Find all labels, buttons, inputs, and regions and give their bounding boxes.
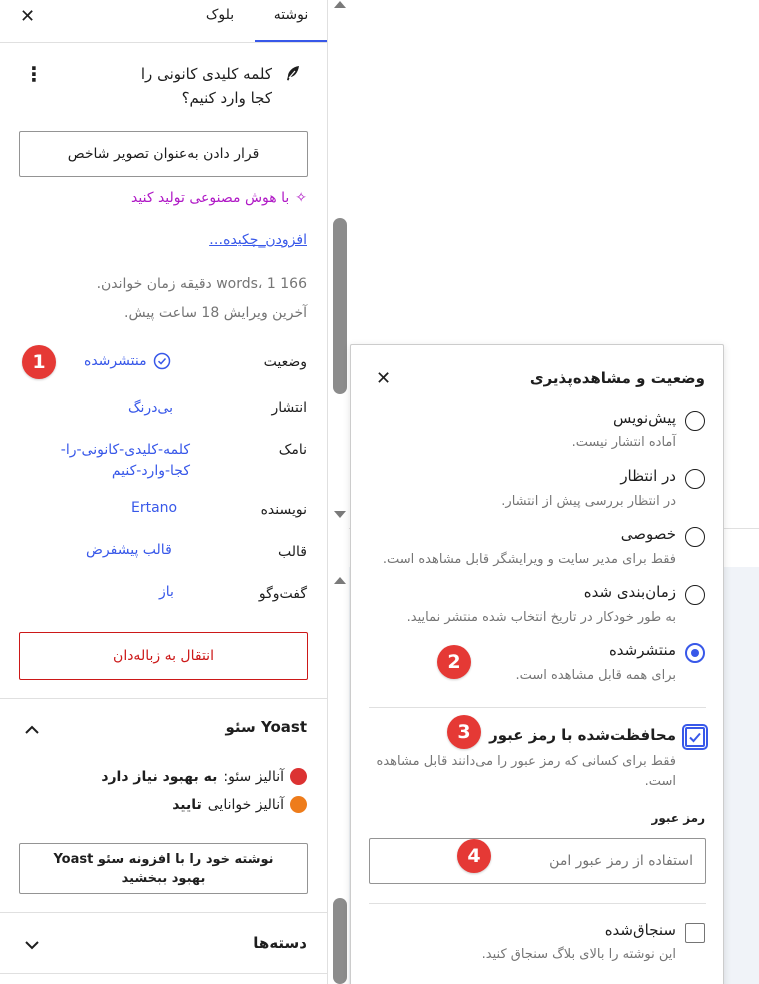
chevron-down-icon[interactable] (24, 937, 40, 953)
option-draft-help: آماده انتشار نیست. (571, 435, 676, 450)
categories-panel-title[interactable]: دسته‌ها (253, 934, 307, 952)
option-published-help: برای همه قابل مشاهده است. (515, 668, 676, 683)
password-input[interactable] (369, 838, 706, 884)
publish-value[interactable]: بی‌درنگ (128, 400, 173, 416)
sticky-checkbox[interactable] (685, 923, 705, 943)
tab-block[interactable]: بلوک (205, 7, 235, 23)
close-popover-icon[interactable]: ✕ (376, 368, 392, 389)
sparkle-icon: ✧ (295, 190, 307, 206)
badge-2: 2 (437, 645, 471, 679)
password-protected-title: محافظت‌شده با رمز عبور (489, 726, 676, 744)
set-featured-image-button[interactable]: قرار دادن به‌عنوان تصویر شاخص (19, 131, 308, 177)
readability-value: تایید (172, 796, 202, 813)
option-published-title: منتشرشده (608, 641, 676, 659)
seo-analysis-label: آنالیز سئو: (223, 768, 284, 785)
close-sidebar-icon[interactable]: ✕ (20, 6, 36, 27)
last-edited: آخرین ویرایش 18 ساعت پیش. (124, 305, 307, 321)
scrollbar-thumb[interactable] (333, 218, 347, 394)
sticky-help: این نوشته را بالای بلاگ سنجاق کنید. (481, 947, 676, 962)
badge-1: 1 (22, 345, 56, 379)
author-label: نویسنده (260, 502, 307, 518)
status-value: منتشرشده (84, 353, 147, 369)
seo-analysis-value: به بهبود نیاز دارد (101, 768, 218, 785)
password-label: رمز عبور (651, 811, 705, 825)
readability-label: آنالیز خوانایی (207, 796, 284, 813)
add-excerpt-link[interactable]: افزودن_چکیده… (209, 232, 307, 248)
publish-label: انتشار (271, 400, 307, 416)
radio-published[interactable] (685, 643, 705, 663)
status-toggle[interactable] (84, 352, 171, 370)
move-to-trash-button[interactable]: انتقال به زباله‌دان (19, 632, 308, 680)
published-check-icon (153, 352, 171, 370)
password-protected-help: فقط برای کسانی که رمز عبور را می‌دانند قابل مشاهده است. (376, 754, 676, 789)
badge-3: 3 (447, 715, 481, 749)
option-draft-title: پیش‌نویس (612, 409, 676, 427)
status-visibility-popover (350, 344, 724, 984)
popover-divider (369, 903, 706, 904)
template-value[interactable]: قالب پیشفرض (86, 542, 172, 558)
scrollbar-thumb[interactable] (333, 898, 347, 984)
ai-generate-label: با هوش مصنوعی تولید کنید (131, 190, 290, 206)
badge-4: 4 (457, 839, 491, 873)
yoast-panel-title[interactable]: Yoast سئو (225, 718, 307, 736)
section-divider (0, 912, 328, 913)
post-title: کلمه کلیدی کانونی را کجا وارد کنیم؟ (140, 65, 272, 107)
ai-generate-link[interactable] (131, 187, 307, 209)
status-label: وضعیت (263, 354, 307, 370)
option-scheduled-title: زمان‌بندی شده (583, 583, 676, 601)
slug-label: نامک (278, 442, 307, 458)
more-options-icon[interactable]: ⋮ (24, 62, 44, 86)
chevron-up-icon[interactable] (24, 722, 40, 738)
tab-post[interactable]: نوشته (255, 0, 327, 42)
popover-divider (369, 707, 706, 708)
word-count: 166 words، 1 دقیقه زمان خواندن. (96, 276, 307, 292)
radio-draft[interactable] (685, 411, 705, 431)
radio-scheduled[interactable] (685, 585, 705, 605)
sad-face-icon (290, 768, 307, 785)
feather-pen-icon (284, 64, 302, 82)
author-value[interactable]: Ertano (131, 500, 178, 516)
section-divider (0, 973, 328, 974)
scroll-up-arrow-icon[interactable] (334, 577, 346, 584)
neutral-face-icon (290, 796, 307, 813)
seo-analysis-row (101, 768, 307, 785)
tabs-divider (0, 42, 328, 43)
discussion-value[interactable]: باز (159, 584, 174, 600)
scroll-up-arrow-icon[interactable] (334, 1, 346, 8)
scroll-down-arrow-icon[interactable] (334, 511, 346, 518)
slug-value[interactable]: کلمه-کلیدی-کانونی-را-کجا-وارد-کنیم (60, 442, 190, 479)
discussion-label: گفت‌وگو (258, 586, 307, 602)
template-label: قالب (278, 544, 307, 560)
popover-title: وضعیت و مشاهده‌پذیری (529, 369, 705, 387)
radio-pending[interactable] (685, 469, 705, 489)
radio-private[interactable] (685, 527, 705, 547)
checkmark-icon (687, 729, 703, 745)
post-settings-sidebar (0, 0, 328, 984)
password-protected-checkbox[interactable] (685, 727, 705, 747)
option-private-title: خصوصی (620, 525, 676, 543)
option-private-help: فقط برای مدیر سایت و ویرایشگر قابل مشاهده است. (382, 552, 676, 567)
readability-row (172, 796, 307, 813)
yoast-improve-button[interactable]: نوشته خود را با افزونه سئو Yoast بهبود ببخشید (19, 843, 308, 894)
option-scheduled-help: به طور خودکار در تاریخ انتخاب شده منتشر نمایید. (406, 610, 676, 625)
option-pending-title: در انتظار (620, 467, 676, 485)
option-pending-help: در انتظار بررسی پیش از انتشار. (501, 494, 676, 509)
sticky-title: سنجاق‌شده (604, 921, 676, 939)
section-divider (0, 698, 328, 699)
